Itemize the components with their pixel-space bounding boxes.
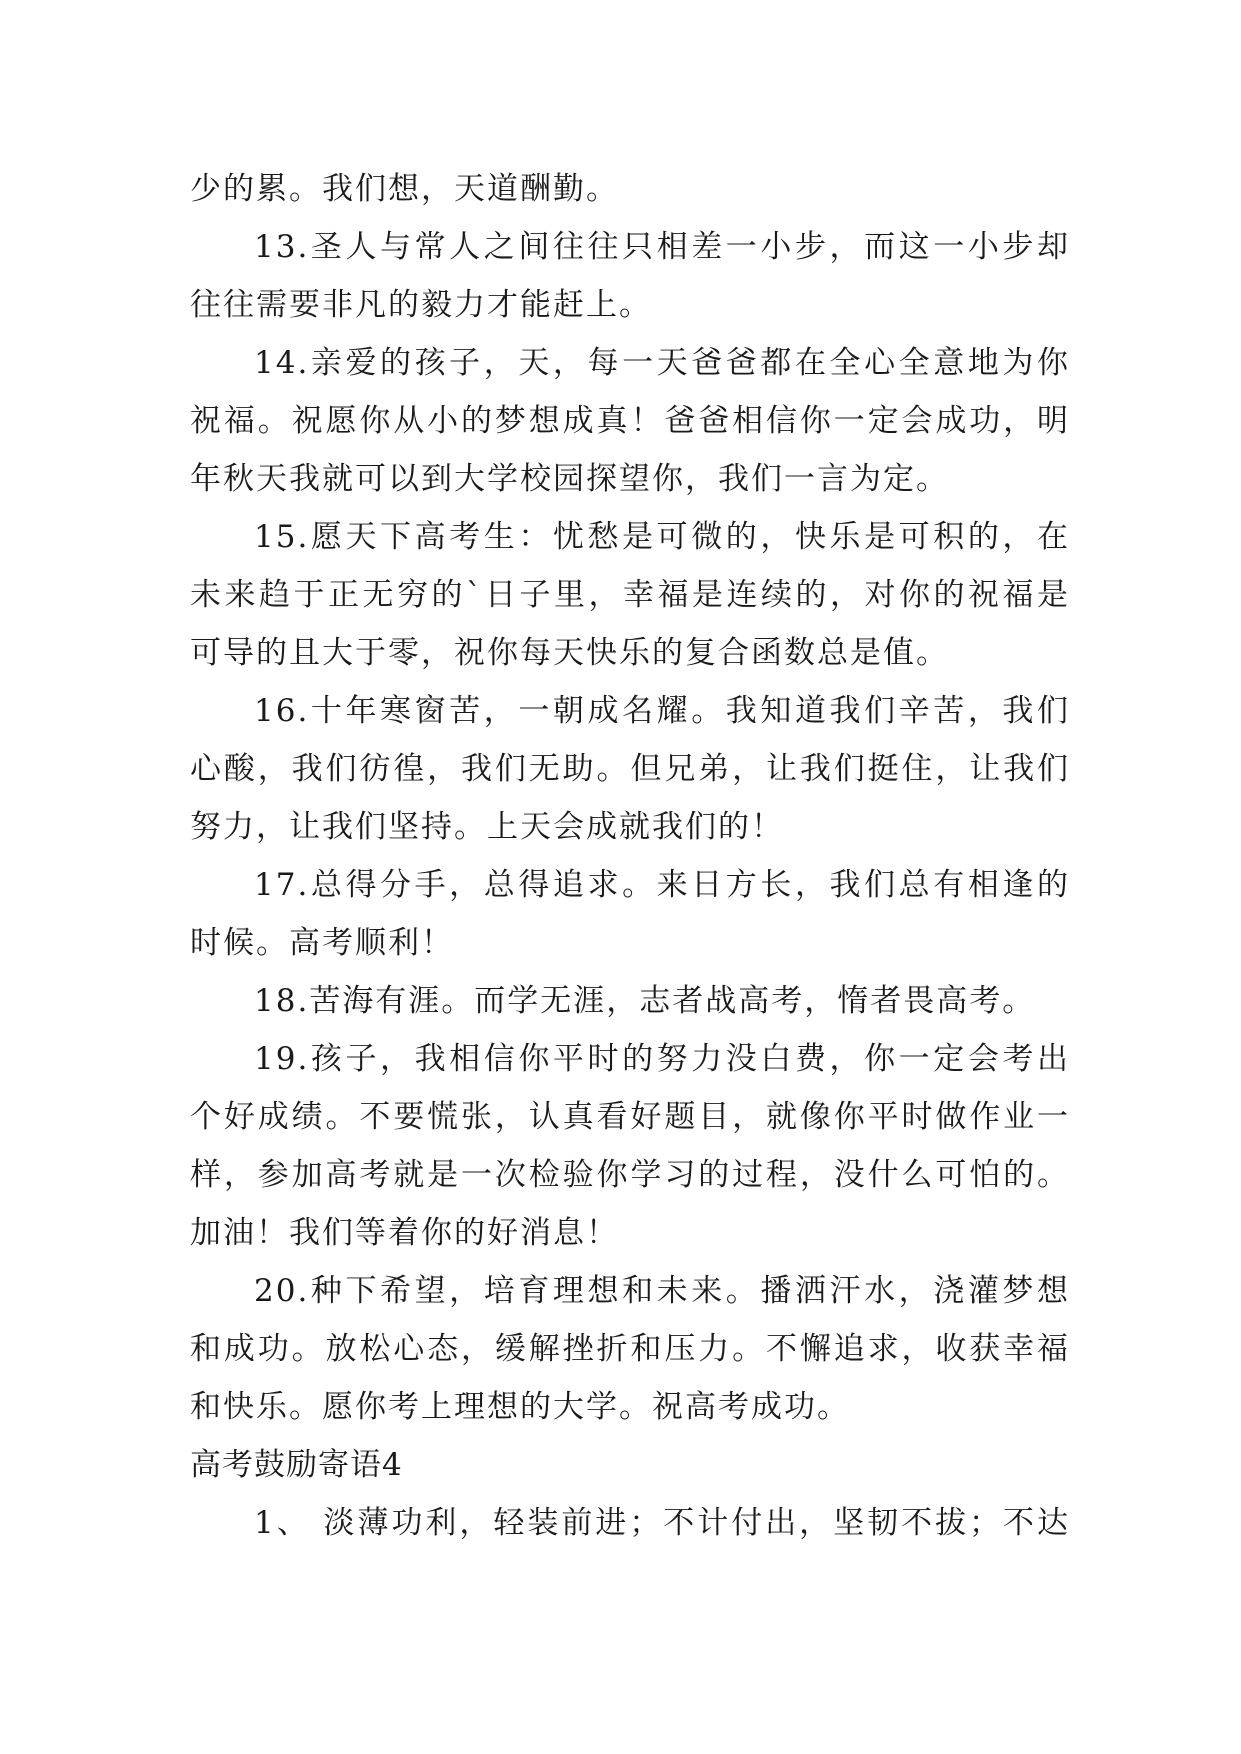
section-heading: 高考鼓励寄语4 [190,1447,403,1483]
text-line: 加油！我们等着你的好消息！ [190,1215,619,1251]
list-item-16: 16.十年寒窗苦，一朝成名耀。我知道我们辛苦，我们 [254,693,1070,729]
text-line: 可导的且大于零，祝你每天快乐的复合函数总是值。 [190,635,949,671]
text-line: 祝福。祝愿你从小的梦想成真！爸爸相信你一定会成功，明 [190,403,1070,439]
text-line: 样，参加高考就是一次检验你学习的过程，没什么可怕的。 [190,1157,1070,1193]
text-line: 心酸，我们彷徨，我们无助。但兄弟，让我们挺住，让我们 [190,751,1070,787]
list-item-1: 1、 淡薄功利，轻装前进；不计付出，坚韧不拔；不达 [254,1505,1070,1541]
text-line: 少的累。我们想，天道酬勤。 [190,171,619,207]
list-item-17: 17.总得分手，总得追求。来日方长，我们总有相逢的 [254,867,1070,903]
list-item-15: 15.愿天下高考生：忧愁是可微的，快乐是可积的，在 [254,519,1070,555]
text-line: 时候。高考顺利！ [190,925,454,961]
document-body [190,160,1070,1552]
text-line: 和快乐。愿你考上理想的大学。祝高考成功。 [190,1389,850,1425]
list-item-13: 13.圣人与常人之间往往只相差一小步，而这一小步却 [254,229,1070,265]
text-line: 年秋天我就可以到大学校园探望你，我们一言为定。 [190,461,949,497]
list-item-14: 14.亲爱的孩子，天，每一天爸爸都在全心全意地为你 [254,345,1070,381]
text-line: 个好成绩。不要慌张，认真看好题目，就像你平时做作业一 [190,1099,1070,1135]
list-item-20: 20.种下希望，培育理想和未来。播洒汗水，浇灌梦想 [254,1273,1070,1309]
text-line: 努力，让我们坚持。上天会成就我们的！ [190,809,784,845]
list-item-19: 19.孩子，我相信你平时的努力没白费，你一定会考出 [254,1041,1070,1077]
text-line: 和成功。放松心态，缓解挫折和压力。不懈追求，收获幸福 [190,1331,1070,1367]
text-line: 往往需要非凡的毅力才能赶上。 [190,287,652,323]
list-item-18: 18.苦海有涯。而学无涯，志者战高考，惰者畏高考。 [254,983,1036,1019]
text-line: 未来趋于正无穷的`日子里，幸福是连续的，对你的祝福是 [190,577,1070,613]
